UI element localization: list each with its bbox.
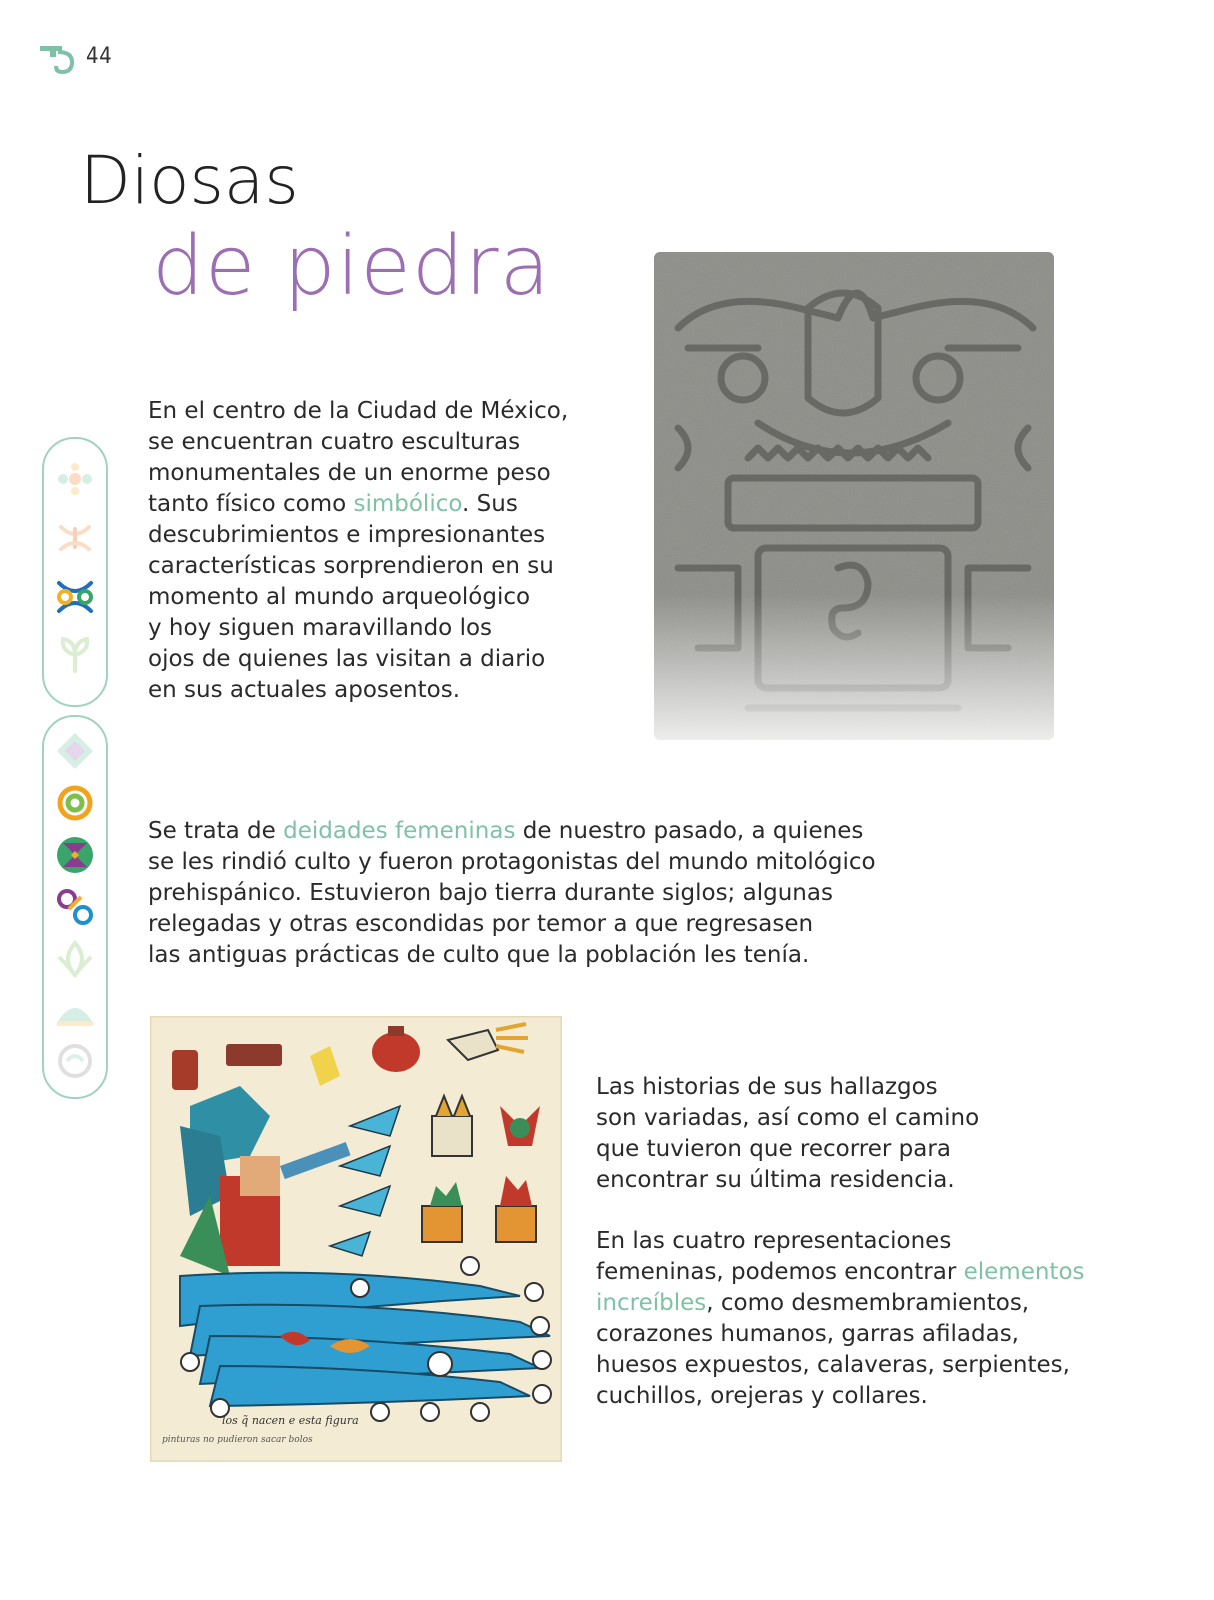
hill-glyph-icon[interactable] bbox=[53, 989, 97, 1033]
page-title-line2: de piedra bbox=[152, 219, 551, 314]
sprout-glyph-icon[interactable] bbox=[53, 633, 97, 677]
stone-relief-image bbox=[648, 248, 1058, 742]
highlight-deidades-femeninas: deidades femeninas bbox=[283, 818, 516, 844]
intro-paragraph: En el centro de la Ciudad de México, se encuentran cuatro esculturas monumentales de un enorme peso tanto físico como simbólico. Sus descubrimientos e impresionantes características sorprendieron en su momento al mundo arqueológico y hoy siguen maravillando los ojos de quienes las visitan a diario en sus actuales aposentos. bbox=[148, 398, 569, 703]
circle-glyph-icon[interactable] bbox=[53, 1039, 97, 1083]
highlight-elementos: elementos bbox=[963, 1259, 1085, 1285]
histories-paragraph: Las historias de sus hallazgos son variadas, así como el camino que tuvieron que recorrer para encontrar su última residencia. bbox=[596, 1074, 980, 1193]
sidebar-goddess-selector-top bbox=[42, 437, 108, 707]
link-glyph-icon[interactable] bbox=[53, 885, 97, 929]
highlight-increibles: increíbles bbox=[596, 1290, 707, 1316]
dancer-glyph-icon[interactable] bbox=[53, 515, 97, 559]
codex-caption-line2: pinturas no pudieron sacar bolos bbox=[162, 1435, 313, 1445]
knot-glyph-icon[interactable] bbox=[53, 575, 97, 619]
codex-caption-line1: los q̃ nacen e esta figura bbox=[222, 1414, 359, 1427]
representations-paragraph: En las cuatro representaciones femeninas, podemos encontrar elementos increíbles, como desmembramientos, corazones humanos, garras afiladas, huesos expuestos, calaveras, serpientes, cuchillos, orejeras y collares. bbox=[596, 1228, 1085, 1409]
codex-illustration-image bbox=[150, 1016, 562, 1462]
page-number: 44 bbox=[86, 44, 113, 69]
book-section-icon bbox=[38, 42, 78, 76]
flower-glyph-icon[interactable] bbox=[53, 457, 97, 501]
deities-paragraph: Se trata de deidades femeninas de nuestro pasado, a quienes se les rindió culto y fueron protagonistas del mundo mitológico prehispánico. Estuvieron bajo tierra durante siglos; algunas relegadas y otras escondidas por temor a que regresasen las antiguas prácticas de culto que la población les tenía. bbox=[148, 818, 876, 968]
highlight-simbolico: simbólico bbox=[353, 491, 463, 517]
sidebar-goddess-selector-bottom bbox=[42, 715, 108, 1099]
cross-glyph-icon[interactable] bbox=[53, 833, 97, 877]
spiral-glyph-icon[interactable] bbox=[53, 781, 97, 825]
page-title-line1: Diosas bbox=[80, 142, 299, 219]
diamond-glyph-icon[interactable] bbox=[53, 729, 97, 773]
lotus-glyph-icon[interactable] bbox=[53, 937, 97, 981]
